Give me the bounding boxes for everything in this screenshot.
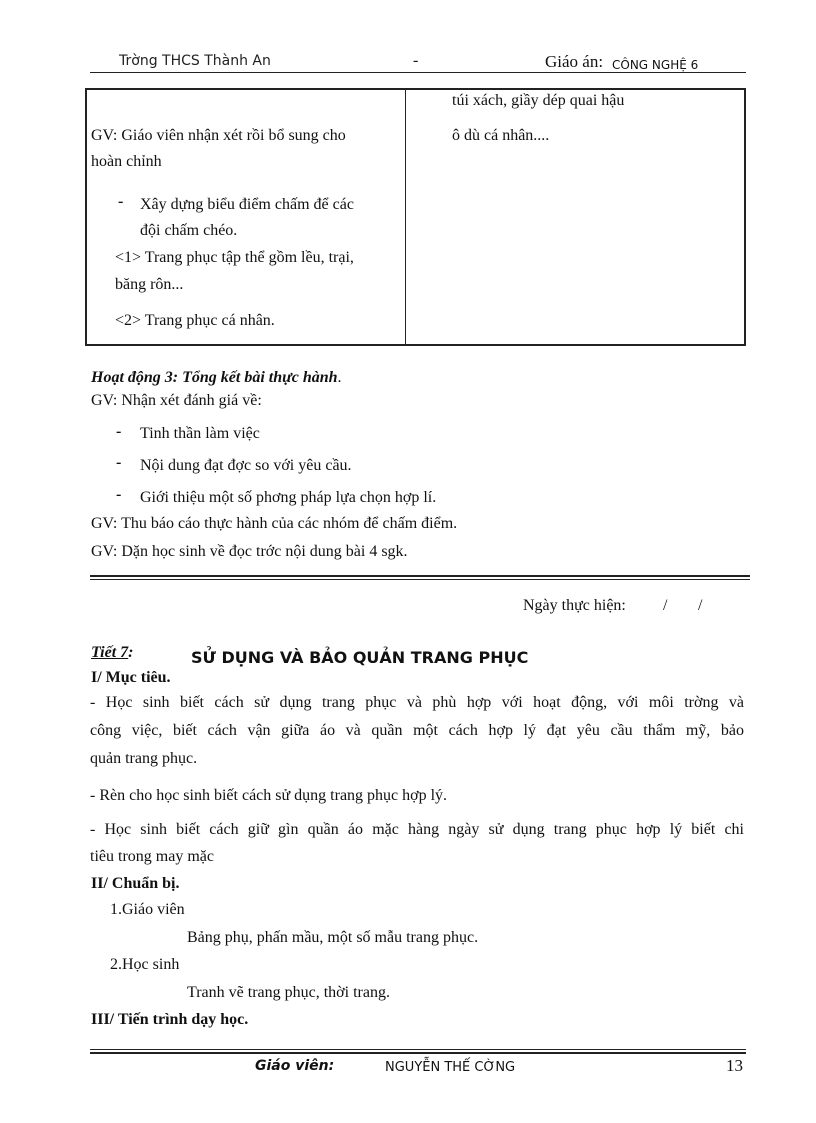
objectives-p3-line1: - Học sinh biết cách giữ gìn quần áo mặc hàng ngày sử dụng trang phục hợp lý biết chi	[90, 821, 744, 838]
table-gv-line1: GV: Giáo viên nhận xét rồi bổ sung cho	[91, 127, 346, 144]
table-gv-line2: hoàn chỉnh	[91, 153, 162, 170]
process-heading: III/ Tiến trình dạy học.	[91, 1011, 249, 1028]
table-right-line1: túi xách, giầy dép quai hậu	[452, 92, 625, 109]
activity3-homework: GV: Dặn học sinh về đọc trớc nội dung bài 4 sgk.	[91, 543, 408, 560]
header-subject: CÔNG NGHỆ 6	[612, 58, 699, 72]
preparation-student-label: 2.Học sinh	[110, 956, 180, 973]
objectives-p2: - Rèn cho học sinh biết cách sử dụng trang phục hợp lý.	[90, 787, 448, 804]
objectives-heading: I/ Mục tiêu.	[91, 669, 171, 686]
objectives-p1-line1: - Học sinh biết cách sử dụng trang phục và phù hợp với hoạt động, với môi trờng và	[90, 694, 744, 711]
table-column-divider	[405, 90, 406, 344]
table-item-line2: đội chấm chéo.	[140, 222, 238, 239]
activity3-bullet-mark: -	[116, 454, 122, 471]
preparation-heading: II/ Chuẩn bị.	[91, 875, 180, 892]
header-school: Trờng THCS Thành An	[119, 53, 271, 69]
preparation-teacher-label: 1.Giáo viên	[110, 901, 185, 918]
objectives-p1-line2: công việc, biết cách vận giữa áo và quần một cách hợp lý đạt yêu cầu thẩm mỹ, bảo	[90, 722, 744, 739]
footer-teacher-label: Giáo viên:	[255, 1058, 335, 1074]
date-slash-2: /	[698, 597, 703, 614]
footer-rule-top	[90, 1049, 746, 1050]
objectives-p1-line3: quản trang phục.	[90, 750, 198, 767]
table-note1-line2: băng rôn...	[115, 276, 184, 293]
preparation-student-items: Tranh vẽ trang phục, thời trang.	[187, 984, 390, 1001]
header-plan-label: Giáo án:	[545, 52, 604, 71]
section-rule-bottom	[90, 579, 750, 580]
lesson-number-colon: :	[128, 644, 134, 661]
section-rule-top	[90, 575, 750, 577]
table-right-line2: ô dù cá nhân....	[452, 127, 550, 144]
footer-teacher-name: NGUYỄN THẾ CỜNG	[385, 1060, 516, 1075]
table-item-line1: Xây dựng biểu điểm chấm để các	[140, 196, 354, 213]
table-note1-line1: <1> Trang phục tập thể gồm lều, trại,	[115, 249, 354, 266]
activity3-bullet: Nội dung đạt đợc so với yêu cầu.	[140, 457, 352, 474]
date-label: Ngày thực hiện:	[523, 597, 626, 614]
header-separator: -	[413, 52, 419, 69]
activity3-heading	[91, 369, 342, 387]
lesson-number-text: Tiết 7	[91, 644, 129, 661]
date-slash-1: /	[663, 597, 668, 614]
table-bullet: -	[118, 193, 124, 210]
activity3-title-dot: .	[337, 369, 342, 386]
lesson-number	[91, 644, 134, 662]
footer-rule-bottom	[90, 1052, 746, 1054]
activity3-bullet: Giới thiệu một số phơng pháp lựa chọn hợp lí.	[140, 489, 437, 506]
activity3-bullet: Tinh thần làm việc	[140, 425, 260, 442]
activity3-title: Hoạt động 3: Tổng kết bài thực hành	[91, 369, 338, 386]
activity3-collect: GV: Thu báo cáo thực hành của các nhóm để chấm điểm.	[91, 515, 458, 532]
objectives-p3-line2: tiêu trong may mặc	[90, 848, 214, 865]
header-rule	[90, 72, 746, 73]
activity3-bullet-mark: -	[116, 423, 122, 440]
lesson-title: SỬ DỤNG VÀ BẢO QUẢN TRANG PHỤC	[191, 648, 529, 667]
activity3-intro: GV: Nhận xét đánh giá về:	[91, 392, 262, 409]
page-number: 13	[726, 1056, 743, 1075]
preparation-teacher-items: Bảng phụ, phấn mầu, một số mẫu trang phục.	[187, 929, 479, 946]
activity3-bullet-mark: -	[116, 486, 122, 503]
table-note2: <2> Trang phục cá nhân.	[115, 312, 275, 329]
